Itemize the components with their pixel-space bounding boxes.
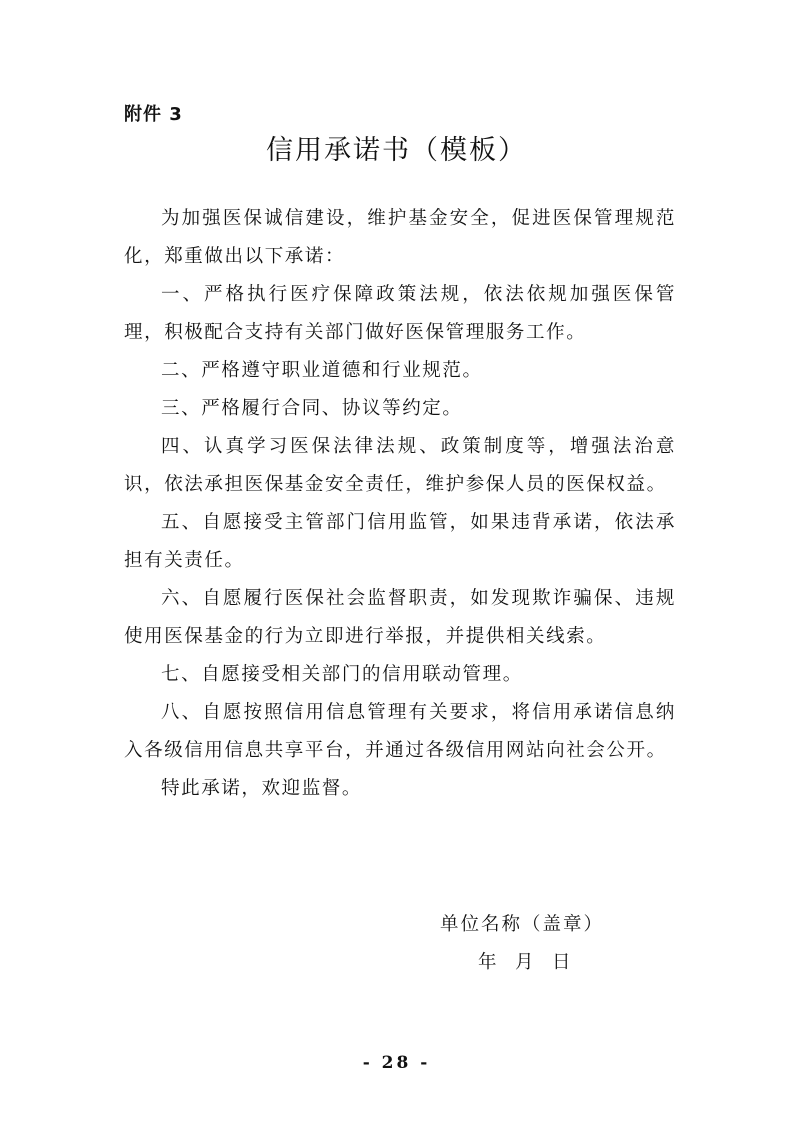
document-body (124, 200, 676, 808)
commitment-item-7: 七、自愿接受相关部门的信用联动管理。 (161, 664, 523, 685)
commitment-item-8: 八、自愿按照信用信息管理有关要求，将信用承诺信息纳入各级信用信息共享平台，并通过各级信用网站向社会公开。 (124, 702, 676, 761)
commitment-item-4: 四、认真学习医保法律法规、政策制度等，增强法治意识，依法承担医保基金安全责任，维护参保人员的医保权益。 (124, 436, 676, 495)
commitment-item-6: 六、自愿履行医保社会监督职责，如发现欺诈骗保、违规使用医保基金的行为立即进行举报，并提供相关线索。 (124, 588, 676, 647)
commitment-item-1: 一、严格执行医疗保障政策法规，依法依规加强医保管理，积极配合支持有关部门做好医保管理服务工作。 (124, 284, 676, 343)
date-line: 年 月 日 (478, 952, 571, 973)
commitment-item-5: 五、自愿接受主管部门信用监管，如果违背承诺，依法承担有关责任。 (124, 512, 676, 571)
unit-name-seal: 单位名称（盖章） (440, 914, 605, 935)
commitment-item-2: 二、严格遵守职业道德和行业规范。 (161, 360, 483, 381)
page-number: - 28 - (362, 1053, 431, 1073)
document-title: 信用承诺书（模板） (266, 135, 527, 166)
attachment-label: 附件 3 (124, 104, 183, 125)
commitment-item-3: 三、严格履行合同、协议等约定。 (161, 398, 463, 419)
intro-paragraph: 为加强医保诚信建设，维护基金安全，促进医保管理规范化，郑重做出以下承诺： (124, 208, 676, 267)
closing-paragraph: 特此承诺，欢迎监督。 (161, 778, 363, 799)
